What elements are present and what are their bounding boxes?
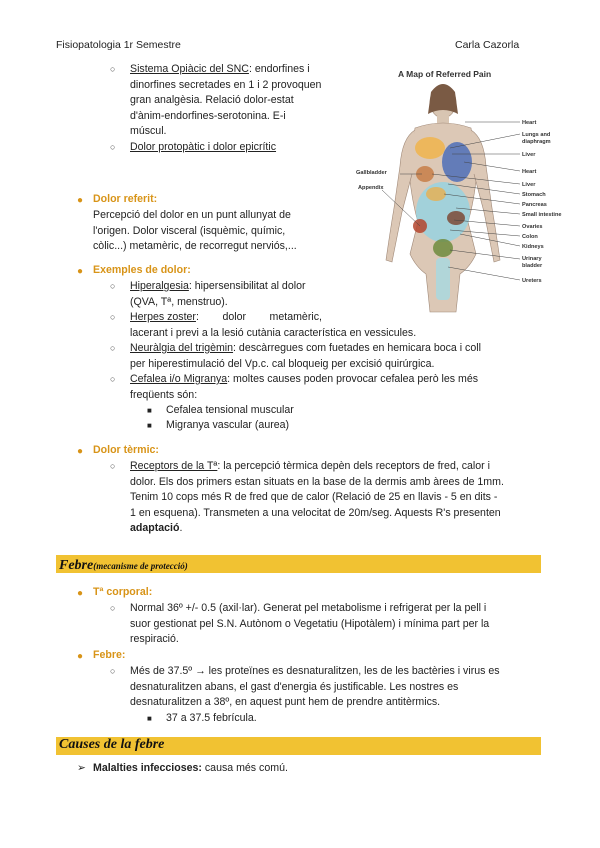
cefalea-sub: Cefalea tensional muscular [166, 404, 294, 416]
neuralgia-title: Neuràlgia del trigèmin [130, 342, 234, 354]
circle-bullet: ○ [110, 374, 116, 384]
termic-block [130, 459, 542, 537]
termic-line: : la percepció tèrmica depèn dels receptors de fred, calor i [217, 460, 490, 472]
termic-line: Tenim 10 cops més R de fred que de calor (Relació de 25 en llavis - 5 en dits - [130, 491, 498, 504]
circle-bullet: ○ [110, 64, 116, 74]
section-title-febre [59, 556, 188, 574]
opiacic-block [130, 62, 344, 140]
referit-line: l'origen. Dolor visceral (isquèmic, químic, [93, 224, 286, 237]
dot-bullet: ● [77, 195, 84, 206]
figure-label: Small intestine [522, 212, 562, 218]
hiper-title: Hiperalgesia [130, 280, 189, 292]
termic-line: 1 en esquena). Transmeten a una velocitat de 20m/seg. Aquests R's presenten [130, 506, 501, 519]
figure-label: bladder [522, 263, 543, 269]
febricula: 37 a 37.5 febrícula. [166, 712, 257, 724]
figure-label: Ovaries [522, 224, 543, 230]
cefalea-block [130, 372, 542, 403]
opiacic-line: d'ànim-endorfines-serotonina. E-i [130, 109, 286, 122]
causes-item [93, 761, 288, 777]
causes-item-bold: Malalties infeccioses: [93, 762, 202, 774]
dot-bullet: ● [77, 446, 84, 457]
protopatic-title: Dolor protopàtic i dolor epicrític [130, 141, 277, 153]
termic-line: dolor. Els dos primers estan situats en la base de la dermis amb àrees de 1mm. [130, 475, 504, 488]
referred-pain-figure [340, 62, 562, 314]
opiacic-line: : endorfines i [248, 63, 310, 75]
figure-label: Liver [522, 182, 536, 188]
tcorp-title: Tª corporal: [93, 586, 153, 598]
circle-bullet: ○ [110, 142, 116, 152]
cefalea-title: Cefalea i/o Migranya [130, 373, 228, 385]
square-bullet: ■ [147, 714, 152, 723]
herpes-line: lacerant i previ a la lesió cutània característica en vessicules. [130, 326, 417, 339]
febre-item-title: Febre: [93, 649, 126, 661]
causes-item-rest: causa més comú. [201, 762, 288, 774]
neuralgia-line: : descàrregues com fuetades en hemicara boca i coll [233, 342, 481, 354]
tcorp-block [130, 601, 542, 648]
arrow-bullet: ➢ [77, 762, 86, 774]
figure-label: Heart [522, 120, 537, 126]
figure-label: diaphragm [522, 139, 551, 145]
opiacic-title: Sistema Opiàcic del SNC [130, 63, 249, 75]
tcorp-line: respiració. [130, 633, 179, 646]
figure-label: Stomach [522, 192, 546, 198]
circle-bullet: ○ [110, 603, 116, 613]
figure-label: Gallbladder [356, 170, 387, 176]
figure-label: Colon [522, 234, 538, 240]
circle-bullet: ○ [110, 461, 116, 471]
termic-title: Dolor tèrmic: [93, 444, 159, 456]
circle-bullet: ○ [110, 281, 116, 291]
figure-label: Kidneys [522, 244, 544, 250]
figure-label: Liver [522, 152, 536, 158]
neuralgia-line: per hiperestimulació del Vp.c. cal bloqueig per excisió quirúrgica. [130, 357, 435, 370]
figure-label: Appendix [358, 185, 384, 191]
herpes-line: : dolor metamèric, [195, 311, 322, 323]
febre-line: desnaturalitzen abans, el gast d'energia és justificable. Les nostres es [130, 680, 459, 693]
herpes-block [130, 310, 542, 341]
febre-line: Més de 37.5º → les proteïnes es desnaturalitzen, les de les bactèries i virus es [130, 665, 500, 677]
opiacic-line: dinorfines secretades en 1 i 2 provoquen [130, 78, 322, 91]
herpes-title: Herpes zoster [130, 311, 196, 323]
figure-label: Ureters [522, 278, 542, 284]
opiacic-line: gran analgèsia. Relació dolor-estat [130, 94, 294, 107]
figure-label: Lungs and [522, 132, 551, 138]
tcorp-line: suor gestionat pel S.N. Autònom o Vegetatiu (Hipotàlem) i mínima part per la [130, 617, 490, 630]
neuralgia-block [130, 341, 542, 372]
header-author: Carla Cazorla [455, 39, 520, 51]
referit-body [93, 208, 344, 255]
square-bullet: ■ [147, 406, 152, 415]
circle-bullet: ○ [110, 666, 116, 676]
circle-bullet: ○ [110, 312, 116, 322]
figure-title: A Map of Referred Pain [398, 69, 492, 79]
receptors-title: Receptors de la Tª [130, 460, 218, 472]
figure-label: Urinary [522, 256, 542, 262]
opiacic-line: múscul. [130, 125, 167, 138]
termic-line: . [179, 522, 183, 535]
referit-line: còlic...) metamèric, de recorregut nerviós,... [93, 240, 297, 253]
cefalea-line: freqüents són: [130, 388, 198, 401]
hiper-line: (QVA, Tª, menstruo). [130, 295, 228, 308]
febre-block [130, 664, 542, 711]
header-course: Fisiopatologia 1r Semestre [56, 39, 181, 51]
section-title-causes: Causes de la febre [59, 737, 165, 752]
referit-line: Percepció del dolor en un punt allunyat de [93, 209, 291, 221]
circle-bullet: ○ [110, 343, 116, 353]
dot-bullet: ● [77, 651, 84, 662]
exemples-title: Exemples de dolor: [93, 264, 191, 276]
cefalea-sub: Migranya vascular (aurea) [166, 419, 290, 431]
febre-subtitle: (mecanisme de protecció) [93, 561, 188, 571]
figure-label: Pancreas [522, 202, 547, 208]
tcorp-line: Normal 36º +/- 0.5 (axil·lar). Generat pel metabolisme i refrigerat per la pell i [130, 602, 487, 614]
referred-pain-map [340, 62, 562, 314]
febre-line: desnaturalitzen a 38º, en aquest punt hem de prendre antitèrmics. [130, 696, 441, 709]
hiper-line: : hipersensibilitat al dolor [188, 280, 306, 292]
dot-bullet: ● [77, 266, 84, 277]
hiper-block [130, 279, 344, 310]
cefalea-line: : moltes causes poden provocar cefalea però les més [227, 373, 479, 385]
adaptacio-bold: adaptació [130, 522, 180, 535]
dot-bullet: ● [77, 588, 84, 599]
febre-title: Febre [59, 558, 94, 573]
referit-title: Dolor referit: [93, 193, 158, 205]
figure-label: Heart [522, 169, 537, 175]
square-bullet: ■ [147, 421, 152, 430]
